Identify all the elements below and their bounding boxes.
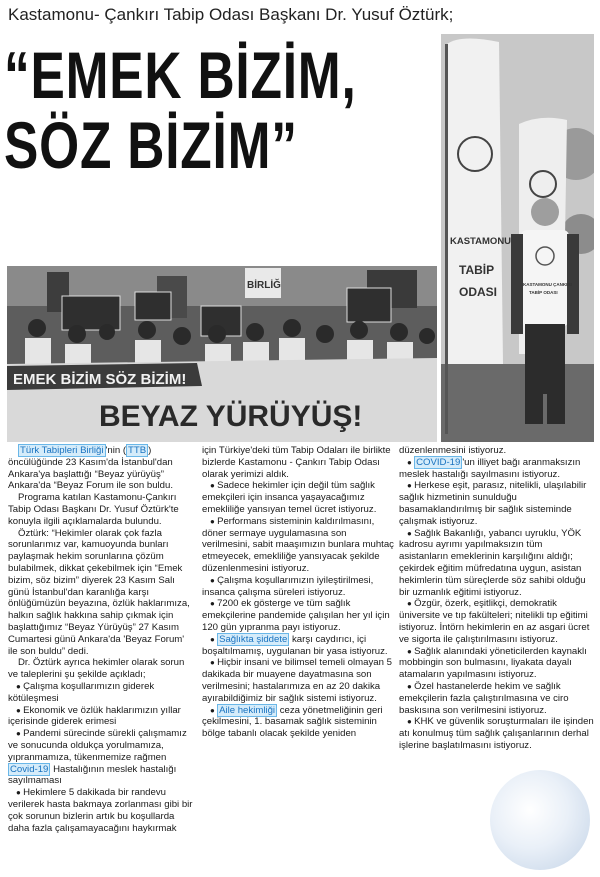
text-fragment: Pandemi sürecinde sürekli çalışmamız ve sonucunda oldukça yorulmamıza, yıpranmamıza, tükenmemize rağmen [8,728,187,763]
text-fragment: ) öncülüğünde 23 Kasım'da İstanbul'dan Ankara'ya başlattığı “Beyaz yürüyüş” Ankara'da “Beyaz Forum ile son buldu. [8,445,174,492]
bullet-item: ● Herkese eşit, parasız, nitelikli, ulaşılabilir sağlık hizmetinin sunulduğu basamaklandırılmış bir sağlık sisteminde çalışmak istiyoruz. [399,480,594,527]
flag-text-3: ODASI [459,285,498,299]
text-fragment: Hastalığının meslek hastalığı sayılmaması [8,763,177,787]
photo-protest-march [7,266,437,442]
paragraph [8,445,196,492]
highlight-keyword: TTB [128,445,147,456]
article-column-3 [399,445,594,752]
photo-doctor-flags [441,34,594,442]
bullet-item [399,457,594,481]
paragraph: için Türkiye'deki tüm Tabip Odaları ile birlikte bizlerde Kastamonu - Çankırı Tabip Odası olarak yerimizi aldık. [202,445,391,480]
protest-photo-illustration [7,266,437,442]
highlight-keyword: Türk Tabipleri Birliği [20,445,104,456]
article-column-1 [8,445,196,834]
paragraph: düzenlenmesini istiyoruz. [399,445,507,456]
bullet-item: ● Özel hastanelerde hekim ve sağlık emekçilerin fazla çalıştırılmasına ve ciro baskısına son verilmesini istiyoruz. [399,681,594,716]
banner-text-1: EMEK BİZİM SÖZ BİZİM! [13,371,187,388]
vest-text-2: TABİP ODASI [529,290,558,295]
bullet-item: ● Hiçbir insani ve bilimsel temeli olmayan 5 dakikada bir muayene dayatmasına son verilmesini; hastalarımıza en az 20 dakika ayırabildiğimiz bir sağlık sistemi istiyoruz. [202,657,394,704]
text-fragment: 'un illiyet bağı aranmaksızın meslek hastalığı sayılmasını istiyoruz. [399,456,581,480]
flag-text-1: KASTAMONU [450,236,512,247]
banner-text-2: BEYAZ YÜRÜYÜŞ! [99,400,363,433]
headline [4,40,357,180]
highlight-keyword: Covid-19 [10,763,49,775]
doctor-photo-illustration [441,34,594,442]
highlight-keyword: Aile hekimliği [219,704,276,716]
text-fragment: 'nin ( [105,445,127,456]
article-kicker: Kastamonu- Çankırı Tabip Odası Başkanı Dr. Yusuf Öztürk; [8,5,454,24]
headline-line-1: “EMEK BİZİM, [4,38,357,112]
bullet-item: ● Performans sisteminin kaldırılmasını, döner sermaye uygulamasına son verilmesini, sabit maaşımızın bunlara muhtaç etmeyecek, emekliliğe yansıyacak şekilde düzenlenmesini istiyoruz. [202,516,394,575]
article-column-2 [202,445,394,740]
text-fragment: karşı caydırıcı, içi boşaltılmamış, uygulanan bir yasa istiyoruz. [202,633,388,657]
bullet-item: ● Sağlık Bakanlığı, yabancı uyruklu, YÖK kadrosu ayrımı yapılmaksızın tüm asistanların emeklerinin karşılığını aldığı; çekirdek eğitim müfredatına uygun, asistan hekimlerin tüm süreçlerde söz sahibi olduğu bir uzmanlık eğitimi istiyoruz. [399,528,594,599]
text-fragment: ceza yönetmeliğinin geri çekilmesini, 1. basamak sağlık sisteminin bölge tabanlı olacak şekilde yeniden [202,704,383,740]
headline-line-2: SÖZ BİZİM” [4,108,298,182]
bullet-item: ● Ekonomik ve özlük haklarımızın yıllar içerisinde giderek erimesi [8,705,196,729]
paragraph: Öztürk: “Hekimler olarak çok fazla sorunlarımız var, kamuoyunda bunları paylaşmak hekim sorunlarına çözüm bulabilmek, dikkat çekebilmek için “Emek bizim, söz bizim” diyerek 23 Kasım Salı günü İstanbul'dan karanlığa karşı önlüğümüzün beyazına, özlük haklarımıza, halkın sağlık hakkına sahip çıkmak için başlattığımız “Beyaz Yürüyüş” 27 Kasım Cumartesi günü Ankara'da 'Beyaz Forum' ile son buldu” dedi. [8,527,190,657]
vest-text-1: KASTAMONU ÇANKIRI [523,282,572,287]
bullet-item: ● KHK ve güvenlik soruşturmaları ile işinden atı konulmuş tüm sağlık çalışanlarının derhal işlerine başlatılmasını istiyoruz. [399,716,594,751]
bullet-item [202,705,394,740]
bullet-item: ● Çalışma koşullarımızın iyileştirilmesi, insanca çalışma süreleri istiyoruz. [202,575,394,599]
bullet-item [202,634,394,658]
bullet-item: ● Hekimlere 5 dakikada bir randevu verilerek hasta bakmaya zorlanması gibi bir çok sorunun bizlerin artık bu koşullarda daha fazla çalışamayacağını haykırmak [8,787,196,834]
sign-text: BİRLİĞ [247,280,281,291]
bullet-item: ● Özgür, özerk, eşitlikçi, demokratik üniversite ve tıp fakülteleri; nitelikli tıp eğitimi istiyoruz. İntörn hekimlerin en az asgari ücret ve sigorta ile çalıştırılmasını istiyoruz. [399,598,594,645]
decorative-globe [490,770,590,870]
paragraph: Dr. Öztürk ayrıca hekimler olarak sorun ve taleplerini şu şekilde açıkladı; [8,657,185,681]
flag-text-2: TABİP [459,263,495,277]
bullet-item [8,728,196,787]
highlight-keyword: COVID-19 [416,456,461,468]
bullet-item: ● Çalışma koşullarımızın giderek kötüleşmesi [8,681,196,705]
highlight-keyword: Sağlıkta şiddete [219,633,288,645]
bullet-item: ● Sağlık alanındaki yöneticilerden kaynaklı mobbingin son bulmasını, liyakata dayalı atamaların yapılmasını istiyoruz. [399,646,594,681]
bullet-item: ● Sadece hekimler için değil tüm sağlık emekçileri için insanca yaşayacağımız emekliliğe yansıyan temel ücret istiyoruz. [202,480,394,515]
paragraph: Programa katılan Kastamonu-Çankırı Tabip Odası Başkanı Dr. Yusuf Öztürk'te konuyla ilgili açıklamalarda bulundu. [8,492,179,527]
bullet-item: ● 7200 ek gösterge ve tüm sağlık emekçilerine pandemide çalışılan her yıl için 120 gün yıpranma payı istiyoruz. [202,598,394,633]
